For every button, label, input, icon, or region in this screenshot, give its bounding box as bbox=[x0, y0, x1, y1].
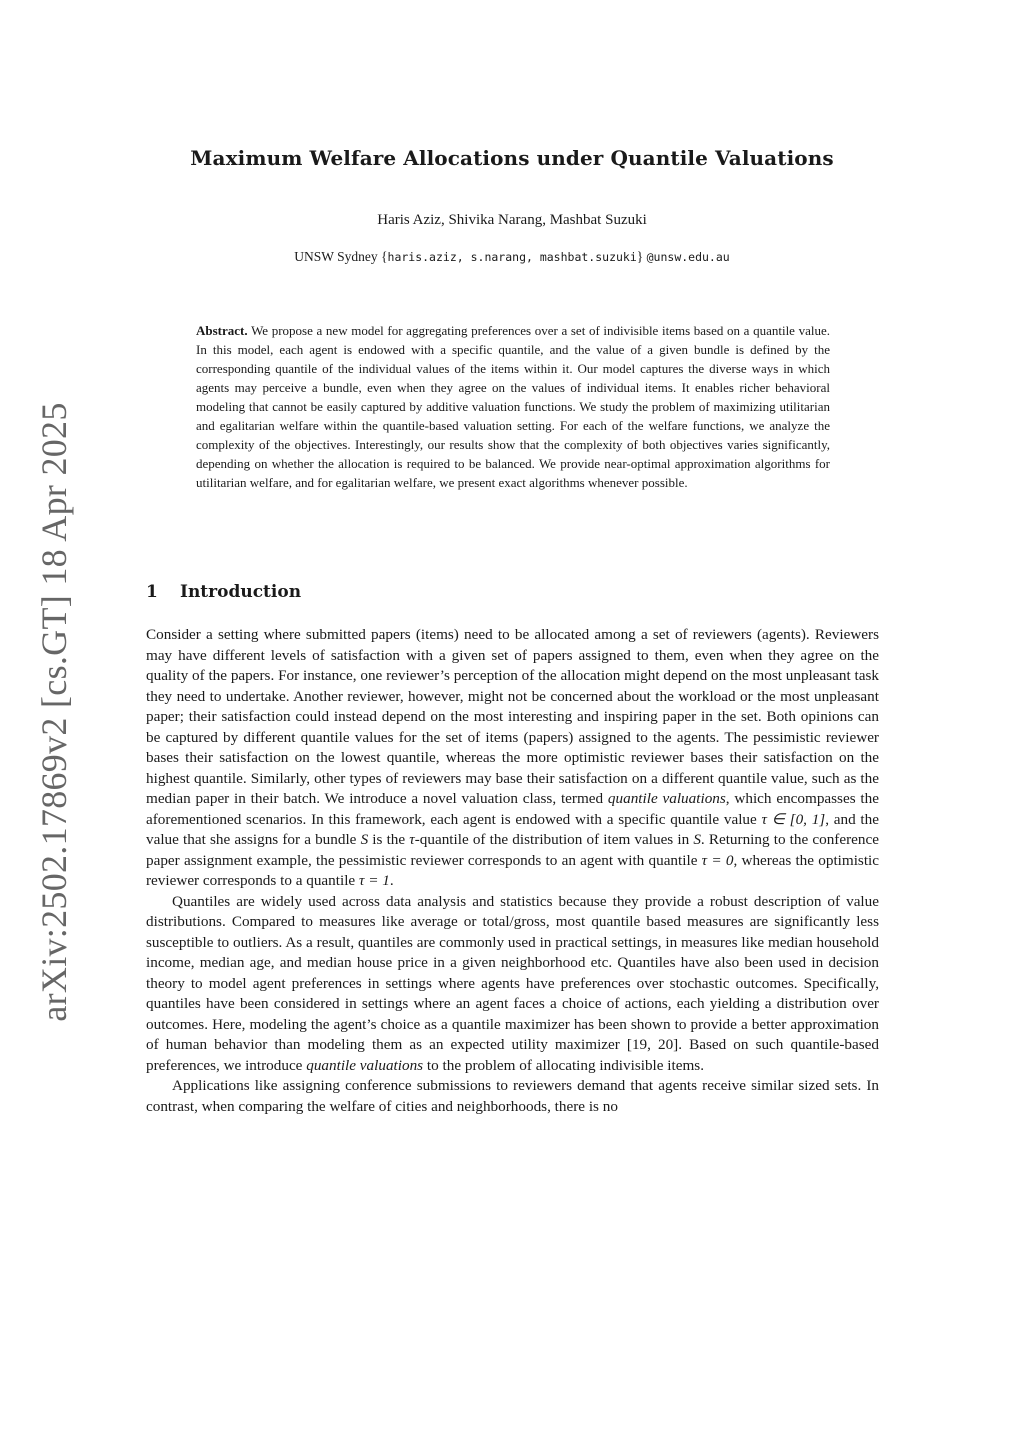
text-run: Applications like assigning conference submissions to reviewers demand that agents receive similar sized sets. In contrast, when comparing the welfare of cities and neighborhoods, there is no bbox=[146, 1077, 879, 1115]
math-expression: τ = 0 bbox=[701, 851, 734, 869]
math-expression: τ ∈ [0, 1] bbox=[761, 810, 826, 828]
emphasis: quantile valuations bbox=[607, 790, 726, 807]
open-brace: { bbox=[377, 249, 388, 264]
text-run: , whereas the optimistic reviewer corresponds to a quantile bbox=[146, 851, 880, 889]
abstract bbox=[196, 321, 830, 492]
text-run: to the problem of allocating indivisible items. bbox=[423, 1056, 705, 1074]
section-title: Introduction bbox=[180, 582, 302, 602]
section-heading bbox=[146, 582, 301, 602]
text-run: Quantiles are widely used across data analysis and statistics because they provide a robust description of value distributions. Compared to measures like average or total/gross, most quantile based measures are significantly less susceptible to outliers. As a result, quantiles are commonly used in practical settings, in measures like median household income, median age, and median house price in a given neighborhood etc. Quantiles have also been used in decision theory to model agent preferences in settings where agents have preferences over stochastic outcomes. Specifically, quantiles have been considered in settings where an agent faces a choice of actions, each yielding a distribution over outcomes. Here, modeling the agent’s choice as a quantile maximizer has been shown to provide a better approximation of human behavior than modeling them as an expected utility maximizer [19, 20]. Based on such quantile-based preferences, we introduce bbox=[146, 892, 879, 1074]
emphasis: quantile valuations bbox=[306, 1056, 424, 1074]
text-run: , which encompasses the aforementioned scenarios. In this framework, each agent is endowed with a specific quantile value bbox=[146, 790, 879, 828]
text-run: , and the value that she assigns for a bundle bbox=[146, 810, 879, 848]
section-body bbox=[146, 625, 879, 1117]
paragraph-1 bbox=[146, 625, 879, 892]
institution: UNSW Sydney bbox=[294, 249, 378, 264]
abstract-text: We propose a new model for aggregating preferences over a set of indivisible items based on a quantile value. In this model, each agent is endowed with a specific quantile, and the value of a given bundle is defined by the corresponding quantile of the individual values of the items within it. Our model captures the diverse ways in which agents may perceive a bundle, even when they agree on the values of individual items. It enables richer behavioral modeling that cannot be easily captured by additive valuation functions. We study the problem of maximizing utilitarian and egalitarian welfare within the quantile-based valuation setting. For each of the welfare functions, we analyze the complexity of the objectives. Interestingly, our results show that the complexity of both objectives varies significantly, depending on whether the allocation is required to be balanced. We provide near-optimal approximation algorithms for utilitarian welfare, and for egalitarian welfare, we present exact algorithms whenever possible. bbox=[196, 323, 831, 490]
affiliation bbox=[0, 249, 1024, 265]
paper-title: Maximum Welfare Allocations under Quantile Valuations bbox=[190, 146, 834, 170]
paragraph-2 bbox=[146, 892, 879, 1077]
text-run: . Returning to the conference paper assignment example, the pessimistic reviewer corresponds to an agent with quantile bbox=[146, 831, 879, 869]
abstract-label: Abstract. bbox=[196, 323, 248, 338]
email-list: haris.aziz, s.narang, mashbat.suzuki bbox=[387, 250, 637, 264]
text-run: . bbox=[389, 872, 394, 889]
close-brace: } bbox=[636, 249, 647, 264]
text-run: Consider a setting where submitted papers (items) need to be allocated among a set of reviewers (agents). Reviewers may have different levels of satisfaction with a given set of papers assigned to them, even when they agree on the quality of the papers. For instance, one reviewer’s perception of the allocation might depend on the most unpleasant task they need to undertake. Another reviewer, however, might not be concerned about the workload or the most unpleasant paper; their satisfaction could instead depend on the most interesting and inspiring paper in the set. Both opinions can be captured by different quantile values for the set of items (papers) assigned to the agents. The pessimistic reviewer bases their satisfaction on the lowest quantile, whereas the more optimistic reviewer bases their satisfaction on the highest quantile. Similarly, other types of reviewers may base their satisfaction on a different quantile value, such as the median paper in their batch. We introduce a novel valuation class, termed bbox=[146, 626, 879, 807]
text-run: -quantile of the distribution of item values in bbox=[414, 831, 694, 848]
author-list: Haris Aziz, Shivika Narang, Mashbat Suzuki bbox=[377, 212, 647, 228]
math-expression: τ = 1 bbox=[358, 872, 390, 889]
email-domain: @unsw.edu.au bbox=[646, 250, 730, 264]
paragraph-3 bbox=[146, 1076, 879, 1117]
math-symbol: τ bbox=[409, 831, 415, 848]
arxiv-identifier: arXiv:2502.17869v2 [cs.GT] 18 Apr 2025 bbox=[34, 402, 74, 1022]
math-symbol: S bbox=[693, 831, 701, 848]
section-number: 1 bbox=[146, 582, 158, 602]
text-run: is the bbox=[368, 831, 410, 848]
math-symbol: S bbox=[360, 831, 369, 848]
